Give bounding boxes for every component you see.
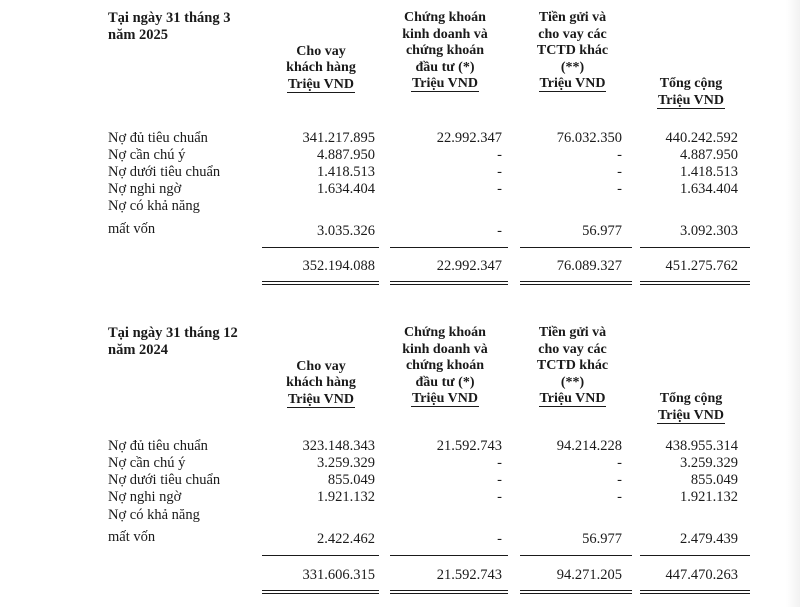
cell-total: 855.049 xyxy=(690,472,738,488)
cell-total: 3.259.329 xyxy=(680,455,738,471)
row-label-line1: Nợ có khả năng xyxy=(108,198,200,214)
row-label-line1: Nợ có khả năng xyxy=(108,507,200,523)
cell-total: 2.479.439 xyxy=(680,531,738,547)
subtotal-rule xyxy=(390,247,508,248)
total-double-rule xyxy=(262,281,379,285)
col-header-line: khách hàng xyxy=(286,60,356,75)
column-header-securities xyxy=(380,325,510,408)
col-header-unit: Triệu VND xyxy=(539,391,606,406)
column-header-total xyxy=(632,43,750,109)
table-section-2025 xyxy=(0,0,800,300)
cell-total: 440.242.592 xyxy=(665,130,738,146)
col-header-unit: Triệu VND xyxy=(412,391,478,406)
col-header-unit: Triệu VND xyxy=(658,407,724,423)
cell-deposits: 76.032.350 xyxy=(556,130,622,146)
col-header-line: chứng khoán xyxy=(405,358,485,373)
subtotal-rule xyxy=(390,555,508,556)
cell-loans: 2.422.462 xyxy=(317,531,375,547)
cell-securities: - xyxy=(497,455,502,471)
col-header-unit: Triệu VND xyxy=(539,76,606,91)
row-label: Nợ nghi ngờ xyxy=(108,181,182,197)
col-header-line: Tổng cộng xyxy=(659,76,723,91)
cell-deposits: 56.977 xyxy=(582,223,622,239)
total-deposits: 94.271.205 xyxy=(556,567,622,583)
cell-deposits: - xyxy=(617,164,622,180)
col-header-unit: Triệu VND xyxy=(412,76,478,91)
section-title xyxy=(108,10,268,44)
cell-total: 1.634.404 xyxy=(680,181,738,197)
cell-deposits: 94.214.228 xyxy=(556,438,622,454)
cell-securities: 22.992.347 xyxy=(436,130,502,146)
row-label: Nợ nghi ngờ xyxy=(108,489,182,505)
column-header-securities xyxy=(380,10,510,93)
col-header-line: kinh doanh và xyxy=(402,26,488,42)
row-label: Nợ cần chú ý xyxy=(108,147,186,163)
total-double-rule xyxy=(390,281,508,285)
total-double-rule xyxy=(390,590,508,594)
subtotal-rule xyxy=(520,555,632,556)
column-header-total xyxy=(632,358,750,424)
cell-loans: 1.634.404 xyxy=(317,181,375,197)
cell-loans: 855.049 xyxy=(327,472,375,488)
col-header-unit: Triệu VND xyxy=(288,76,354,92)
cell-deposits: 56.977 xyxy=(582,531,622,547)
total-grand: 451.275.762 xyxy=(665,258,738,274)
cell-securities: - xyxy=(497,164,502,180)
col-header-line: TCTD khác xyxy=(536,43,609,58)
col-header-unit: Triệu VND xyxy=(288,391,354,407)
cell-loans: 341.217.895 xyxy=(302,130,375,146)
col-header-line xyxy=(632,375,750,392)
row-label: Nợ đủ tiêu chuẩn xyxy=(108,130,208,146)
col-header-line: kinh doanh và xyxy=(402,341,488,357)
column-header-loans xyxy=(262,342,380,408)
col-header-line: Tổng cộng xyxy=(659,391,723,406)
col-header-line: Cho vay xyxy=(296,358,346,374)
col-header-line: đầu tư (*) xyxy=(415,374,475,390)
total-double-rule xyxy=(520,281,632,285)
col-header-line: đầu tư (*) xyxy=(415,59,475,75)
column-header-loans xyxy=(262,27,380,93)
total-securities: 22.992.347 xyxy=(436,258,502,274)
cell-deposits: - xyxy=(617,455,622,471)
col-header-line: TCTD khác xyxy=(536,358,609,373)
col-header-line xyxy=(632,43,750,60)
col-header-line: (**) xyxy=(560,59,585,75)
row-label: Nợ dưới tiêu chuẩn xyxy=(108,164,221,180)
cell-loans: 323.148.343 xyxy=(302,438,375,454)
cell-total: 1.418.513 xyxy=(680,164,738,180)
col-header-line: khách hàng xyxy=(286,375,356,390)
total-deposits: 76.089.327 xyxy=(556,258,622,274)
row-label: Nợ đủ tiêu chuẩn xyxy=(108,438,208,454)
cell-total: 1.921.132 xyxy=(680,489,738,505)
subtotal-rule xyxy=(640,247,750,248)
col-header-line xyxy=(262,342,380,359)
row-label: Nợ dưới tiêu chuẩn xyxy=(108,472,221,488)
cell-total: 4.887.950 xyxy=(680,147,738,163)
subtotal-rule xyxy=(262,555,379,556)
cell-deposits: - xyxy=(617,181,622,197)
cell-total: 438.955.314 xyxy=(665,438,738,454)
row-label: Nợ cần chú ý xyxy=(108,455,186,471)
cell-loans: 3.259.329 xyxy=(317,455,375,471)
cell-loans: 3.035.326 xyxy=(317,223,375,239)
total-double-rule xyxy=(640,281,750,285)
cell-securities: - xyxy=(497,223,502,239)
cell-securities: 21.592.743 xyxy=(436,438,502,454)
column-header-deposits xyxy=(515,325,630,408)
row-label: mất vốn xyxy=(108,221,156,237)
section-title-line1: Tại ngày 31 tháng 3 xyxy=(108,10,231,26)
total-double-rule xyxy=(640,590,750,594)
cell-deposits: - xyxy=(617,147,622,163)
col-header-line: Chứng khoán xyxy=(404,10,486,25)
col-header-line: Tiền gửi và xyxy=(538,325,607,340)
col-header-line xyxy=(632,60,750,77)
total-double-rule xyxy=(520,590,632,594)
total-loans: 331.606.315 xyxy=(302,567,375,583)
total-double-rule xyxy=(262,590,379,594)
cell-total: 3.092.303 xyxy=(680,223,738,239)
cell-loans: 1.418.513 xyxy=(317,164,375,180)
cell-loans: 4.887.950 xyxy=(317,147,375,163)
subtotal-rule xyxy=(262,247,379,248)
cell-securities: - xyxy=(497,472,502,488)
column-header-deposits xyxy=(515,10,630,93)
cell-securities: - xyxy=(497,181,502,197)
cell-deposits: - xyxy=(617,489,622,505)
col-header-line: Tiền gửi và xyxy=(538,10,607,25)
section-title-line2: năm 2025 xyxy=(108,27,169,43)
col-header-line: (**) xyxy=(560,374,585,390)
row-label: mất vốn xyxy=(108,529,156,545)
section-title-line2: năm 2024 xyxy=(108,342,169,358)
cell-securities: - xyxy=(497,147,502,163)
table-section-2024 xyxy=(0,315,800,607)
scan-edge-shadow xyxy=(786,0,800,607)
subtotal-rule xyxy=(640,555,750,556)
col-header-line: Cho vay xyxy=(296,43,346,59)
cell-securities: - xyxy=(497,489,502,505)
col-header-line xyxy=(262,27,380,44)
cell-securities: - xyxy=(497,531,502,547)
subtotal-rule xyxy=(520,247,632,248)
col-header-line: cho vay các xyxy=(538,26,607,42)
col-header-line: chứng khoán xyxy=(405,43,485,58)
cell-loans: 1.921.132 xyxy=(317,489,375,505)
col-header-line: cho vay các xyxy=(538,341,607,357)
total-securities: 21.592.743 xyxy=(436,567,502,583)
section-title xyxy=(108,325,268,359)
section-title-line1: Tại ngày 31 tháng 12 xyxy=(108,325,238,341)
col-header-unit: Triệu VND xyxy=(658,92,724,108)
col-header-line: Chứng khoán xyxy=(404,325,486,340)
cell-deposits: - xyxy=(617,472,622,488)
total-grand: 447.470.263 xyxy=(665,567,738,583)
total-loans: 352.194.088 xyxy=(302,258,375,274)
col-header-line xyxy=(632,358,750,375)
